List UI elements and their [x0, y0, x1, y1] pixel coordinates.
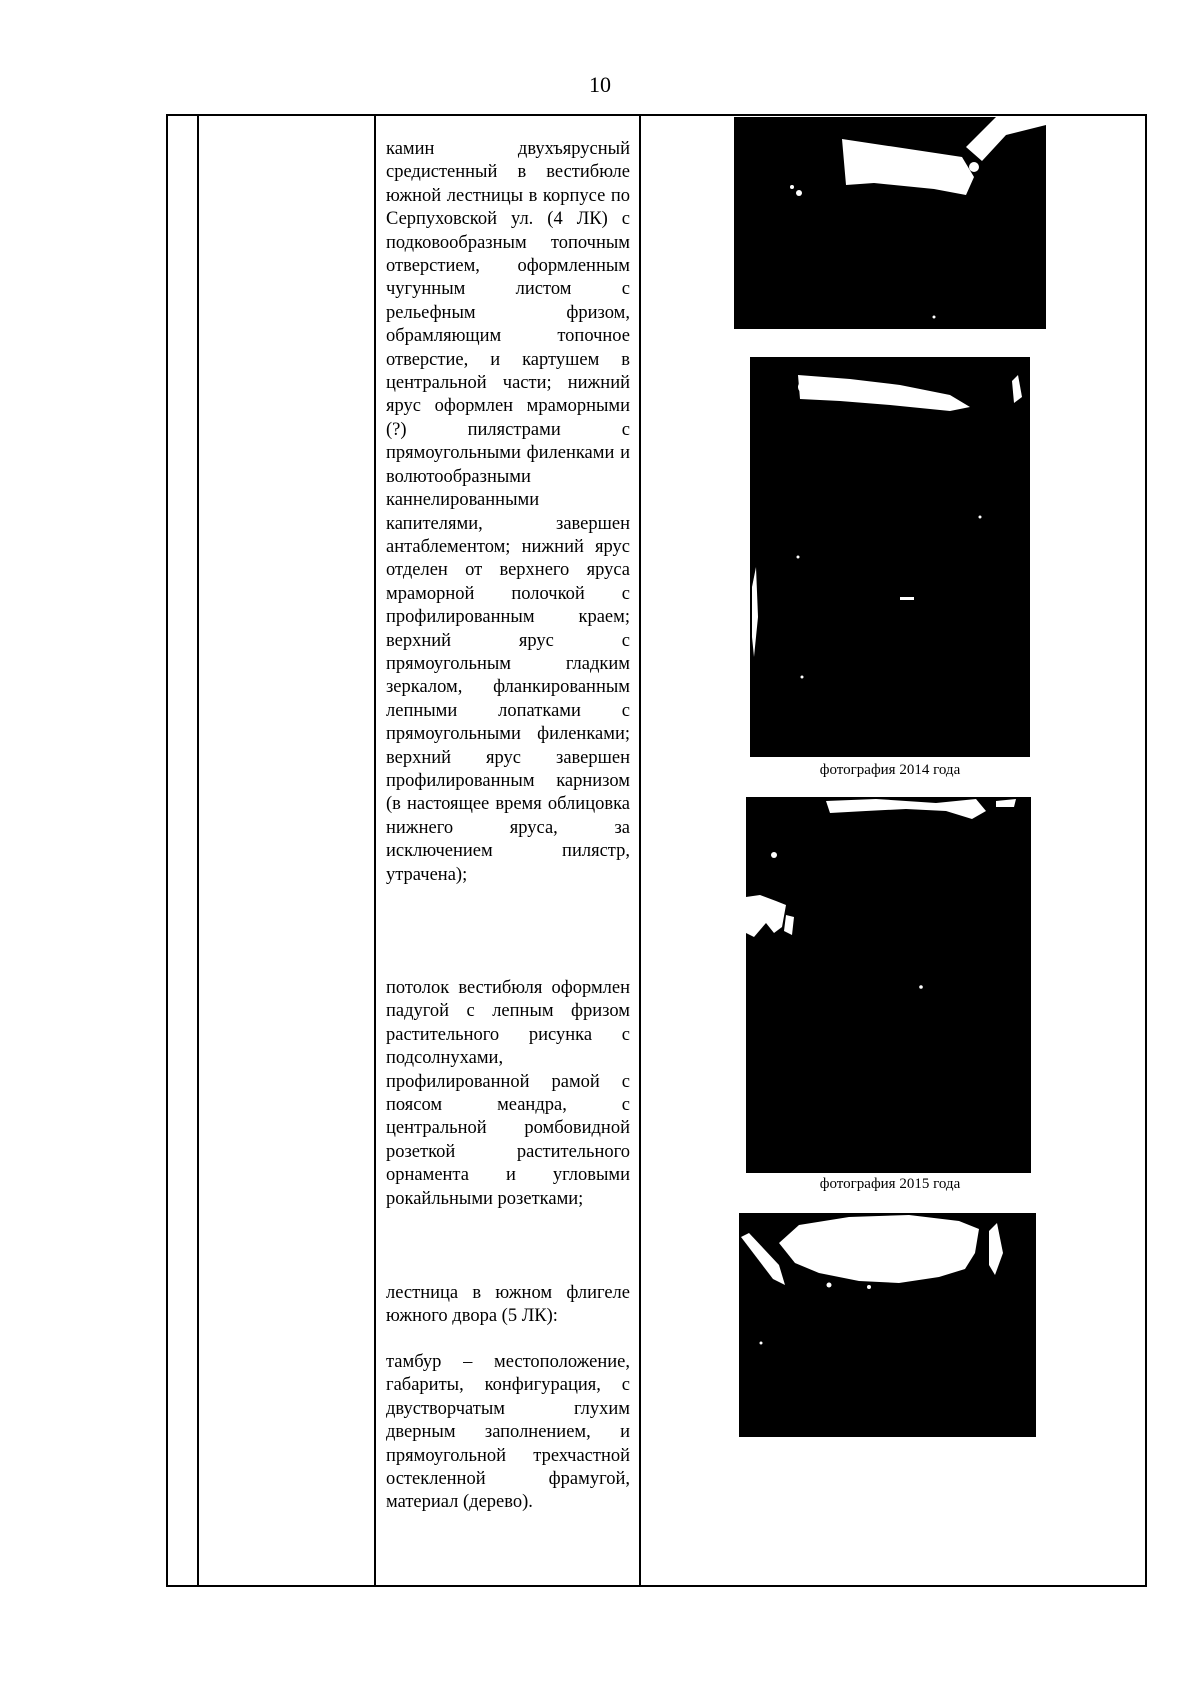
caption-2014: фотография 2014 года	[819, 762, 961, 778]
paragraph-ceiling: потолок вестибюля оформлен падугой с лепным фризом растительного рисунка с подсолнухами, профилированной рамой с поясом меандра, с центральной ромбовидной розеткой растительного орнамента и угловыми рокайльными розетками;	[386, 978, 630, 1209]
photo-fireplace-2015	[746, 797, 1031, 1173]
paragraph-vestibule: тамбур – местоположение, габариты, конфигурация, с двустворчатым глухим дверным заполнением, и прямоугольной трехчастной остекленной фрамугой, материал (дерево).	[386, 1352, 630, 1513]
paragraph-fireplace: камин двухъярусный средистенный в вестибюле южной лестницы в корпусе по Серпуховской ул. (4 ЛК) с подковообразным топочным отверстием, оформленным чугунным листом с рельефным фризом, обрамляющим топочное отверстие, и картушем в центральной части; нижний ярус оформлен мраморными (?) пилястрами с прямоугольными филенками и волютообразными каннелированными капителями, завершен антаблементом; нижний ярус отделен от верхнего яруса мраморной полочкой с профилированным краем; верхний ярус с прямоугольным гладким зеркалом, фланкированным лепными лопатками с прямоугольными филенками; верхний ярус завершен профилированным карнизом (в настоящее время облицовка нижнего яруса, за исключением пилястр, утрачена);	[386, 139, 630, 885]
page-number: 10	[589, 72, 611, 97]
description-text-vestibule	[386, 1351, 630, 1515]
description-text-ceiling	[386, 977, 630, 1211]
caption-2015: фотография 2015 года	[819, 1176, 961, 1192]
description-text-fireplace	[386, 138, 630, 887]
photo-fireplace-2014	[750, 357, 1030, 757]
column-divider-3	[639, 114, 641, 1587]
photo-fireplace-top	[734, 117, 1046, 329]
column-divider-1	[197, 114, 199, 1587]
paragraph-staircase: лестница в южном флигеле южного двора (5 ЛК):	[386, 1283, 630, 1327]
description-text-staircase	[386, 1282, 630, 1329]
column-divider-2	[374, 114, 376, 1587]
photo-ceiling	[739, 1213, 1036, 1437]
